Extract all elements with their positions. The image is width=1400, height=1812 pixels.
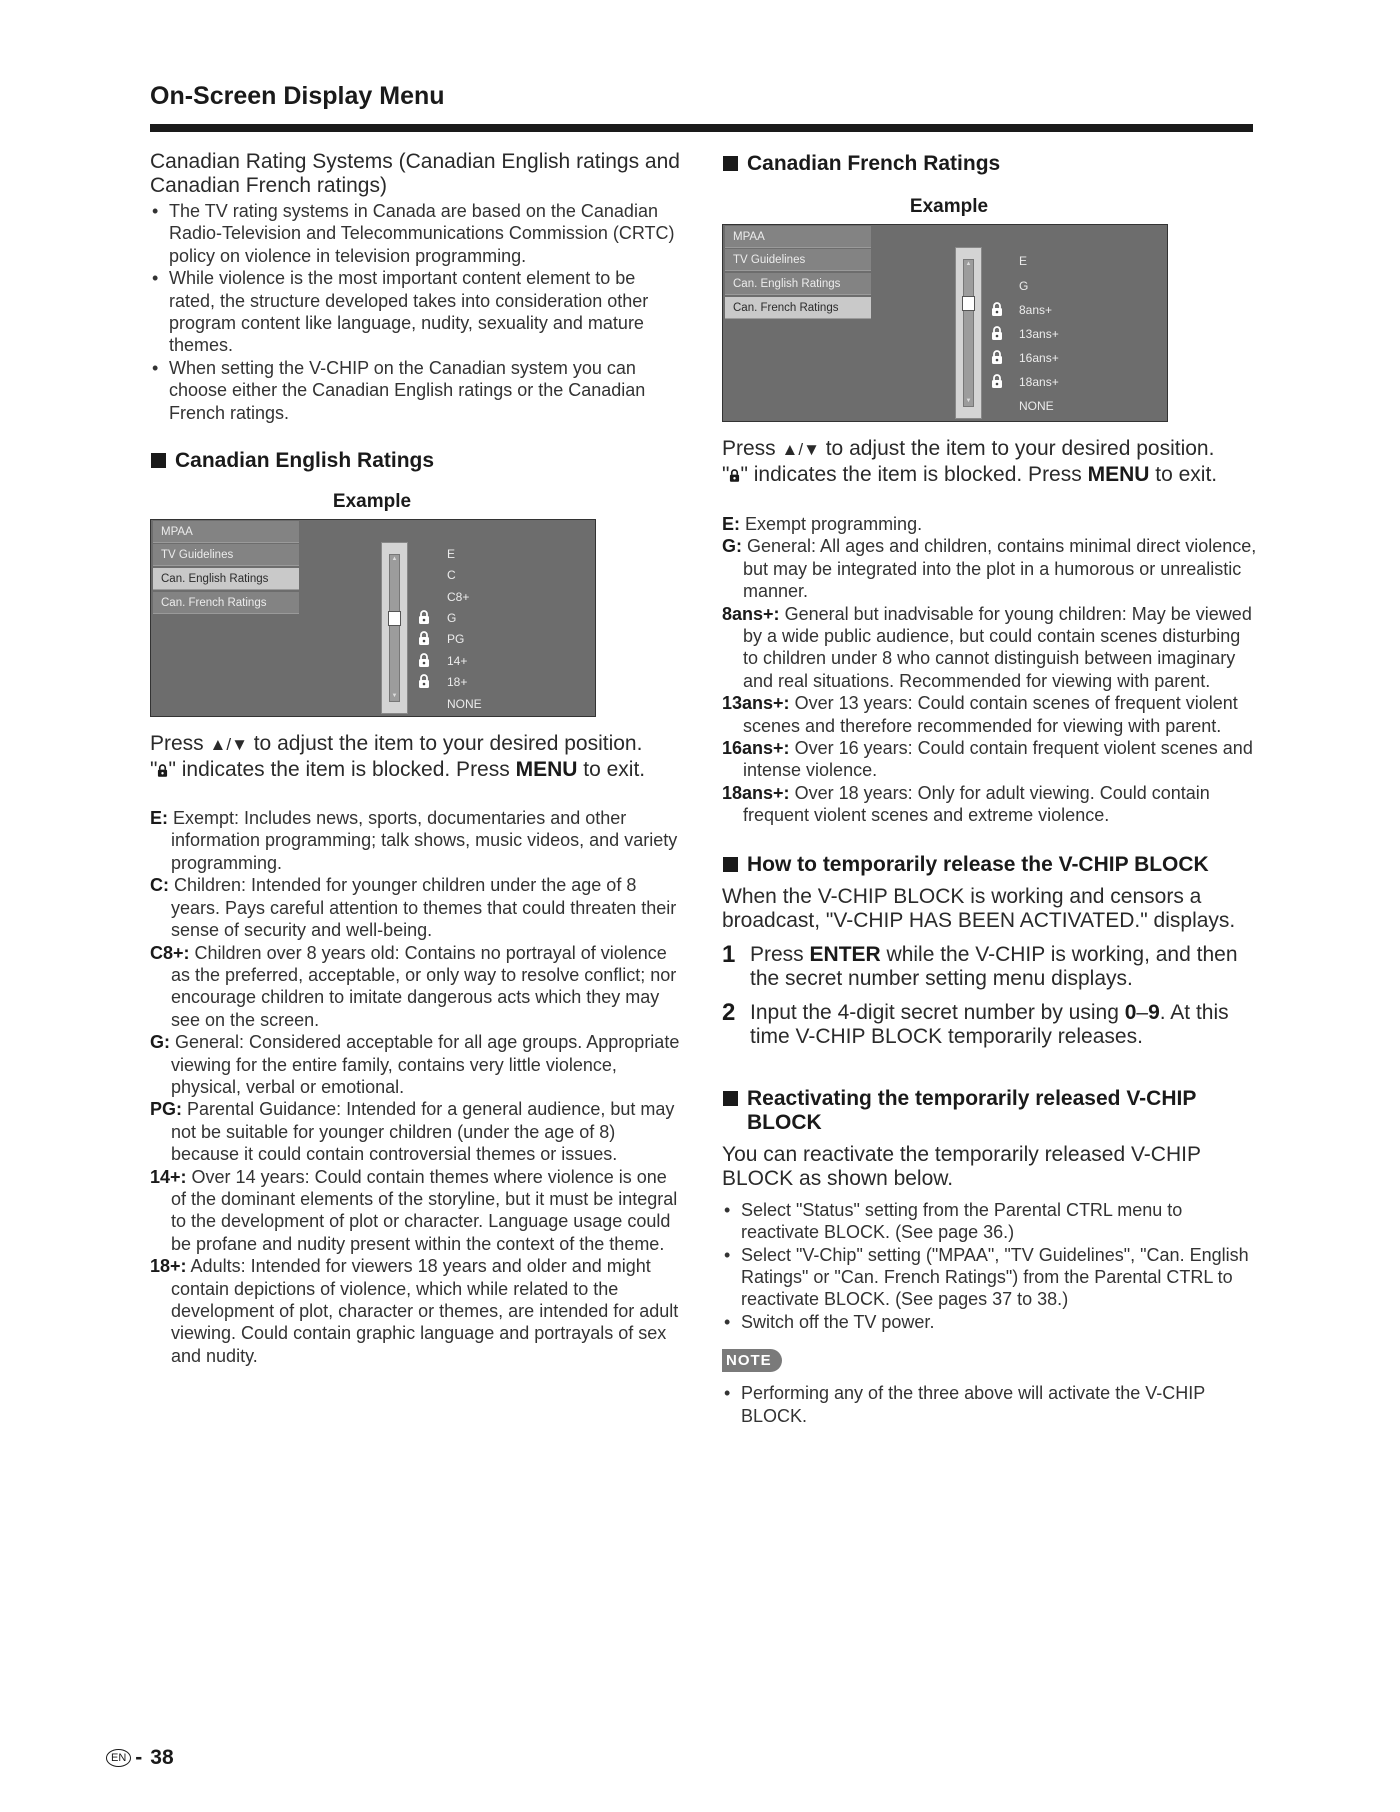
reactivate-bullet: • Select "V-Chip" setting ("MPAA", "TV Guidelines", "Can. English Ratings" or "Can. French Ratings") from the Parental CTRL to reactivate BLOCK. (See pages 37 to 38.): [722, 1244, 1257, 1311]
definition-text: Exempt: Includes news, sports, documentaries and other information programming; talk shows, music videos, and variety programming.: [171, 808, 678, 873]
definition-term: G:: [150, 1032, 170, 1053]
definition-term: 14+:: [150, 1166, 187, 1187]
press-text: Press: [150, 732, 210, 756]
intro-bullets: [150, 200, 680, 424]
rating-label[interactable]: E: [447, 547, 456, 562]
reactivate-heading: [722, 1087, 1257, 1135]
note-bullets: [722, 1382, 1257, 1427]
menu-tab-can-english-ratings[interactable]: Can. English Ratings: [153, 568, 299, 590]
definition-item: [150, 807, 680, 874]
title-rule: [150, 124, 1253, 132]
menu-key-label: MENU: [515, 758, 578, 782]
menu-tab-mpaa[interactable]: MPAA: [153, 521, 299, 543]
definition-item: [722, 513, 1257, 535]
lock-icon: [418, 653, 430, 667]
up-down-arrows-icon: ▲/▼: [209, 735, 248, 755]
french-definitions: [722, 513, 1257, 827]
menu-tab-can-english-ratings[interactable]: Can. English Ratings: [725, 273, 871, 295]
menu-tab-can-french-ratings[interactable]: Can. French Ratings: [153, 592, 299, 614]
step-number: 1: [722, 940, 736, 968]
rating-label[interactable]: NONE: [447, 697, 482, 712]
definition-item: [722, 692, 1257, 737]
rating-slider[interactable]: [381, 542, 408, 714]
press-text: " indicates the item is blocked. Press: [168, 758, 516, 782]
right-column: [722, 150, 1257, 1427]
french-example: [722, 196, 1166, 422]
definition-term: 13ans+:: [722, 693, 790, 714]
rating-label[interactable]: 8ans+: [1019, 303, 1053, 317]
press-text: to exit.: [577, 758, 646, 782]
french-ratings-heading: [722, 152, 1257, 176]
lock-icon: [991, 326, 1003, 340]
left-column: [150, 150, 680, 1367]
definition-text: Children: Intended for younger children under the age of 8 years. Pays careful attention to themes that could threaten their sense of security and well-being.: [171, 875, 677, 941]
slider-thumb[interactable]: [388, 611, 401, 626]
press-text: Press: [722, 437, 782, 460]
step-number: 2: [722, 998, 736, 1026]
definition-term: 18+:: [150, 1256, 187, 1277]
square-bullet-icon: [723, 156, 738, 171]
reactivate-bullets: [722, 1199, 1257, 1333]
definition-text: Parental Guidance: Intended for a general audience, but may not be suitable for younger children (under the age of 8) because it could contain controversial themes or issues.: [171, 1099, 675, 1165]
slider-track: [389, 554, 400, 702]
page-title: On-Screen Display Menu: [150, 82, 445, 110]
definition-term: 18ans+:: [722, 782, 790, 803]
rating-label[interactable]: E: [1019, 254, 1028, 268]
note-badge: NOTE: [722, 1349, 782, 1372]
reactivate-intro: You can reactivate the temporarily released V-CHIP BLOCK as shown below.: [722, 1142, 1201, 1190]
definition-text: Over 14 years: Could contain themes where violence is one of the dominant elements of the storyline, but it must be integral to the development of plot or character. Language usage could be profane and nudity present within the context of the theme.: [171, 1166, 678, 1254]
square-bullet-icon: [723, 1091, 738, 1106]
rating-label[interactable]: 18+: [447, 675, 468, 690]
definition-term: E:: [722, 514, 740, 534]
definition-item: [722, 603, 1257, 693]
release-heading: [722, 853, 1257, 877]
definition-item: [722, 535, 1257, 602]
lock-icon: [418, 674, 430, 688]
language-badge: EN: [106, 1749, 131, 1767]
definition-item: [722, 737, 1257, 782]
definition-text: Exempt programming.: [745, 514, 923, 534]
rating-label[interactable]: 16ans+: [1019, 351, 1059, 365]
press-text: ": [722, 463, 730, 486]
english-ratings-screen: [150, 519, 596, 717]
intro-bullet: • The TV rating systems in Canada are based on the Canadian Radio-Television and Telecommunications Commission (CRTC) policy on violence in television programming.: [150, 200, 680, 267]
page-footer: [106, 1746, 174, 1770]
slider-down-arrow-icon: ▼: [965, 398, 972, 404]
definition-item: [722, 782, 1257, 827]
definition-term: G:: [722, 536, 742, 557]
enter-key-label: ENTER: [809, 942, 881, 966]
page-number: 38: [150, 1746, 174, 1769]
digit-key-label: 0: [1124, 1000, 1137, 1024]
press-text: to adjust the item to your desired position.: [247, 732, 643, 756]
menu-key-label: MENU: [1087, 463, 1150, 486]
reactivate-bullet: • Select "Status" setting from the Parental CTRL menu to reactivate BLOCK. (See page 36.): [722, 1199, 1257, 1244]
rating-slider[interactable]: [955, 247, 982, 419]
rating-label[interactable]: NONE: [1019, 399, 1054, 413]
slider-up-arrow-icon: ▲: [391, 556, 398, 563]
lock-icon: [157, 763, 168, 778]
step-text-part: while the V-CHIP is working, and then the secret number setting menu displays.: [750, 942, 1238, 990]
english-definitions: [150, 807, 680, 1367]
definition-text: Over 13 years: Could contain scenes of frequent violent scenes and therefore recommended for viewing with parent.: [743, 693, 1238, 736]
up-down-arrows-icon: ▲/▼: [781, 440, 820, 459]
definition-item: [150, 874, 680, 941]
definition-term: E:: [150, 808, 168, 829]
intro-title: Canadian Rating Systems (Canadian English ratings and Canadian French ratings): [150, 150, 680, 197]
step-text: [750, 1001, 1257, 1049]
menu-tab-tv-guidelines[interactable]: TV Guidelines: [153, 544, 299, 566]
note-bullet: • Performing any of the three above will activate the V-CHIP BLOCK.: [722, 1382, 1257, 1427]
definition-item: [150, 1098, 680, 1165]
definition-text: Adults: Intended for viewers 18 years and older and might contain depictions of violence, which while related to the development of plot, character or themes, are intended for adult viewing. Could contain graphic language and portrayals of sex and nudity.: [171, 1256, 679, 1366]
definition-text: General: Considered acceptable for all age groups. Appropriate viewing for the entire family, contains very little violence, physical, verbal or emotional.: [171, 1032, 680, 1097]
intro-bullet: • When setting the V-CHIP on the Canadian system you can choose either the Canadian English ratings or the Canadian French ratings.: [150, 357, 680, 424]
page-separator: -: [135, 1746, 143, 1769]
lock-icon: [991, 374, 1003, 388]
rating-label[interactable]: G: [1019, 279, 1029, 293]
definition-term: C8+:: [150, 942, 190, 963]
definition-item: [150, 1166, 680, 1256]
definition-item: [150, 1031, 680, 1098]
lock-icon: [729, 468, 740, 483]
definition-item: [150, 1255, 680, 1367]
lock-icon: [418, 631, 430, 645]
lock-icon: [991, 350, 1003, 364]
step-text-part: Input the 4-digit secret number by using: [750, 1000, 1125, 1024]
press-text: " indicates the item is blocked. Press: [740, 463, 1088, 486]
english-ratings-heading: [150, 449, 680, 473]
menu-tab-mpaa[interactable]: MPAA: [725, 226, 871, 248]
release-intro: When the V-CHIP BLOCK is working and censors a broadcast, "V-CHIP HAS BEEN ACTIVATED." displays.: [722, 884, 1236, 932]
reactivate-bullet: • Switch off the TV power.: [722, 1311, 1257, 1333]
release-step-2: [722, 998, 1257, 1049]
slider-track: [963, 259, 974, 407]
definition-item: [150, 942, 680, 1032]
step-text-part: –: [1136, 1000, 1149, 1024]
square-bullet-icon: [151, 453, 166, 468]
example-label: Example: [909, 196, 989, 217]
note-block: [722, 1349, 1257, 1427]
rating-label[interactable]: G: [447, 611, 457, 626]
definition-text: General but inadvisable for young children: May be viewed by a wide public audience, but could contain scenes disturbing to children under 8 who cannot distinguish between imaginary and real situations. Recommended for viewing with parent.: [743, 603, 1252, 691]
step-text-part: Press: [750, 942, 810, 966]
definition-term: C:: [150, 875, 169, 896]
rating-label[interactable]: 18ans+: [1019, 375, 1059, 389]
definition-term: 8ans+:: [722, 603, 780, 624]
definition-text: General: All ages and children, contains minimal direct violence, but may be integrated into the plot in a humorous or unrealistic manner.: [743, 536, 1257, 602]
square-bullet-icon: [723, 857, 738, 872]
release-step-1: [722, 940, 1257, 991]
release-heading-text: How to temporarily release the V-CHIP BLOCK: [747, 852, 1209, 876]
french-ratings-heading-text: Canadian French Ratings: [747, 152, 1001, 175]
rating-label[interactable]: 13ans+: [1019, 327, 1059, 341]
french-press-instructions: [722, 436, 1257, 487]
rating-label[interactable]: C: [447, 568, 456, 583]
definition-text: Over 18 years: Only for adult viewing. Could contain frequent violent scenes and extreme violence.: [743, 782, 1210, 826]
slider-thumb[interactable]: [962, 296, 975, 311]
english-ratings-heading-text: Canadian English Ratings: [175, 449, 435, 473]
rating-label[interactable]: C8+: [447, 590, 470, 605]
reactivate-heading-text: Reactivating the temporarily released V-CHIP BLOCK: [747, 1086, 1196, 1134]
rating-label[interactable]: PG: [447, 632, 465, 647]
press-text: to adjust the item to your desired position.: [819, 437, 1215, 460]
example-label: Example: [332, 491, 412, 513]
lock-icon: [418, 610, 430, 624]
definition-text: Children over 8 years old: Contains no portrayal of violence as the preferred, acceptable, or only way to resolve conflict; nor encourage children to imitate dangerous acts which they may see on the screen.: [171, 942, 677, 1030]
definition-term: PG:: [150, 1099, 183, 1120]
definition-term: 16ans+:: [722, 738, 790, 759]
press-text: ": [150, 758, 158, 782]
english-press-instructions: [150, 731, 680, 782]
press-text: to exit.: [1149, 463, 1218, 486]
menu-tab-can-french-ratings[interactable]: Can. French Ratings: [725, 297, 871, 319]
slider-up-arrow-icon: ▲: [965, 261, 972, 267]
intro-bullet: • While violence is the most important content element to be rated, the structure developed takes into consideration other program content like language, nudity, sexuality and mature themes.: [150, 267, 680, 357]
menu-tab-tv-guidelines[interactable]: TV Guidelines: [725, 249, 871, 271]
digit-key-label: 9: [1148, 1000, 1160, 1024]
french-ratings-screen: [722, 224, 1168, 422]
step-text-part: . At this time V-CHIP BLOCK temporarily releases.: [750, 1000, 1229, 1048]
english-example: [150, 491, 594, 717]
definition-text: Over 16 years: Could contain frequent violent scenes and intense violence.: [743, 738, 1253, 781]
lock-icon: [991, 302, 1003, 316]
slider-down-arrow-icon: ▼: [391, 693, 398, 700]
step-text: [750, 943, 1257, 991]
rating-label[interactable]: 14+: [447, 654, 468, 669]
